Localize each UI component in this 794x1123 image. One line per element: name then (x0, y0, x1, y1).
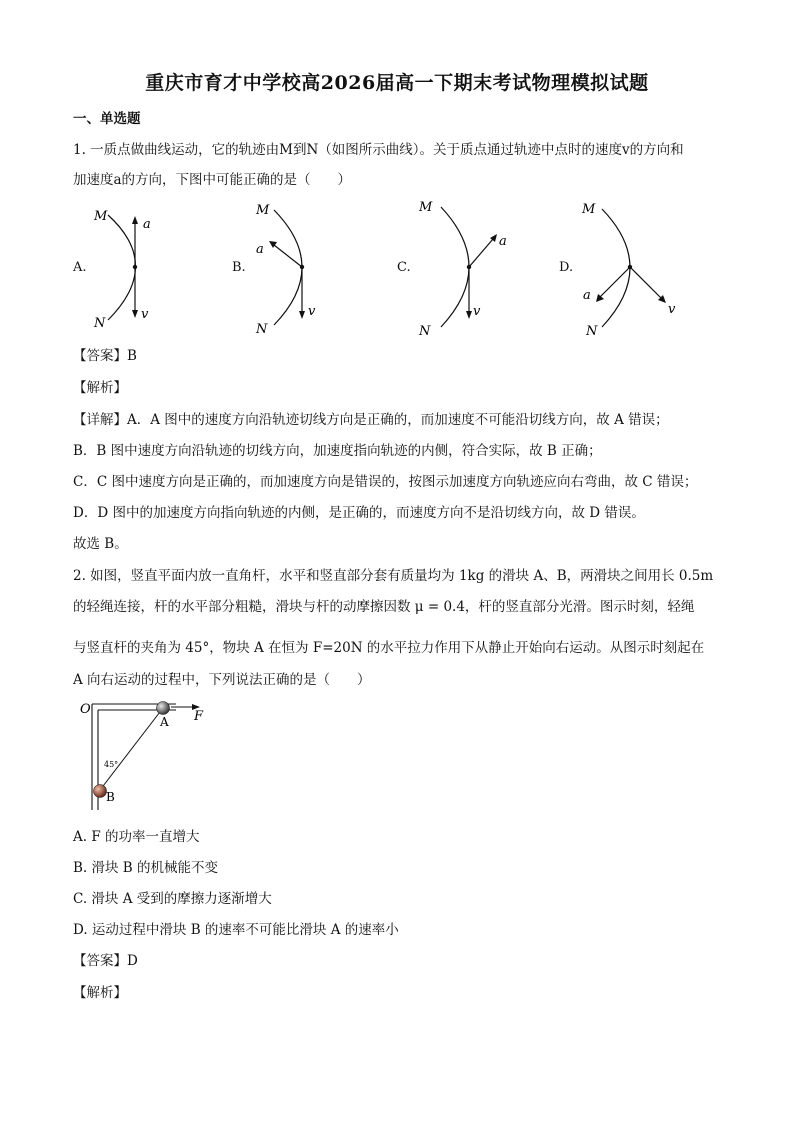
q1-a-label-n: N (94, 316, 106, 331)
q1-option-c-label: C. (397, 260, 411, 275)
q1-b-label-v: v (308, 304, 316, 319)
q1-analysis-heading: 【解析】 (73, 380, 127, 396)
q2-stem-line2: 的轻绳连接，杆的水平部分粗糙，滑块与杆的动摩擦因数 μ = 0.4，杆的竖直部分光滑。图示时刻，轻绳 (73, 599, 695, 615)
q2-stem-line1: 2. 如图，竖直平面内放一直角杆，水平和竖直部分套有质量均为 1kg 的滑块 A、B，两滑块之间用长 0.5m (73, 568, 714, 584)
q1-a-label-m: M (94, 209, 108, 224)
q2-label-o: O (80, 702, 91, 717)
q1-option-c-figure (413, 195, 513, 340)
q1-option-b-figure (250, 195, 330, 340)
q1-option-d-figure (578, 195, 688, 340)
q2-choice-c: C. 滑块 A 受到的摩擦力逐渐增大 (73, 891, 272, 907)
q1-b-label-m: M (256, 203, 270, 218)
q2-label-a: A (160, 715, 169, 729)
q1-option-a-label: A. (73, 260, 87, 275)
q2-figure (76, 698, 226, 816)
q1-d-label-a: a (583, 288, 591, 303)
q1-detail-a: 【详解】A．A 图中的速度方向沿轨迹切线方向是正确的，而加速度不可能沿切线方向，故 A 错误； (73, 412, 669, 428)
q1-option-b-label: B. (232, 260, 246, 275)
q1-stem-line1: 1. 一质点做曲线运动，它的轨迹由M到N（如图所示曲线）。关于质点通过轨迹中点时的速度v的方向和 (73, 142, 684, 158)
q1-option-d-label: D. (559, 260, 574, 275)
q1-a-label-v: v (141, 307, 149, 322)
slider-a-ball (157, 702, 170, 715)
q1-answer: 【答案】B (73, 348, 137, 364)
q2-label-f: F (194, 709, 204, 724)
q2-label-angle: 45° (104, 760, 119, 769)
q1-detail-d: D．D 图中的加速度方向指向轨迹的内侧，是正确的，而速度方向不是沿切线方向，故 D 错误。 (73, 505, 645, 521)
page-title: 重庆市育才中学校高2026届高一下期末考试物理模拟试题 (145, 72, 649, 94)
q1-a-label-a: a (143, 217, 151, 232)
q2-stem-line3: 与竖直杆的夹角为 45°，物块 A 在恒为 F=20N 的水平拉力作用下从静止开始向右运动。从图示时刻起在 (73, 640, 705, 656)
q2-choice-b: B. 滑块 B 的机械能不变 (73, 860, 219, 876)
q1-d-label-n: N (586, 324, 598, 339)
q2-stem-line4: A 向右运动的过程中，下列说法正确的是（ ） (73, 672, 371, 688)
q1-c-label-v: v (473, 304, 481, 319)
q2-choice-a: A. F 的功率一直增大 (73, 829, 200, 845)
slider-b-ball (94, 785, 107, 798)
q2-analysis-heading: 【解析】 (73, 985, 127, 1001)
q1-detail-c: C．C 图中速度方向是正确的，而加速度方向是错误的，按图示加速度方向轨迹应向右弯曲，故 C 错误； (73, 474, 698, 490)
q1-b-label-a: a (256, 242, 264, 257)
section-heading: 一、单选题 (73, 111, 141, 127)
q1-d-label-v: v (668, 302, 676, 317)
q1-option-a-figure (88, 200, 168, 335)
q1-stem-line2: 加速度a的方向，下图中可能正确的是（ ） (73, 172, 352, 188)
q1-conclusion: 故选 B。 (73, 536, 128, 552)
q1-d-label-m: M (582, 202, 596, 217)
q1-b-label-n: N (256, 322, 268, 337)
q1-c-label-n: N (419, 324, 431, 339)
q2-choice-d: D. 运动过程中滑块 B 的速率不可能比滑块 A 的速率小 (73, 922, 399, 938)
q1-c-label-m: M (419, 200, 433, 215)
q2-answer: 【答案】D (73, 953, 138, 969)
q1-c-label-a: a (499, 234, 507, 249)
q2-label-b: B (106, 790, 115, 804)
q1-detail-b: B．B 图中速度方向沿轨迹的切线方向，加速度指向轨迹的内侧，符合实际，故 B 正确； (73, 443, 602, 459)
